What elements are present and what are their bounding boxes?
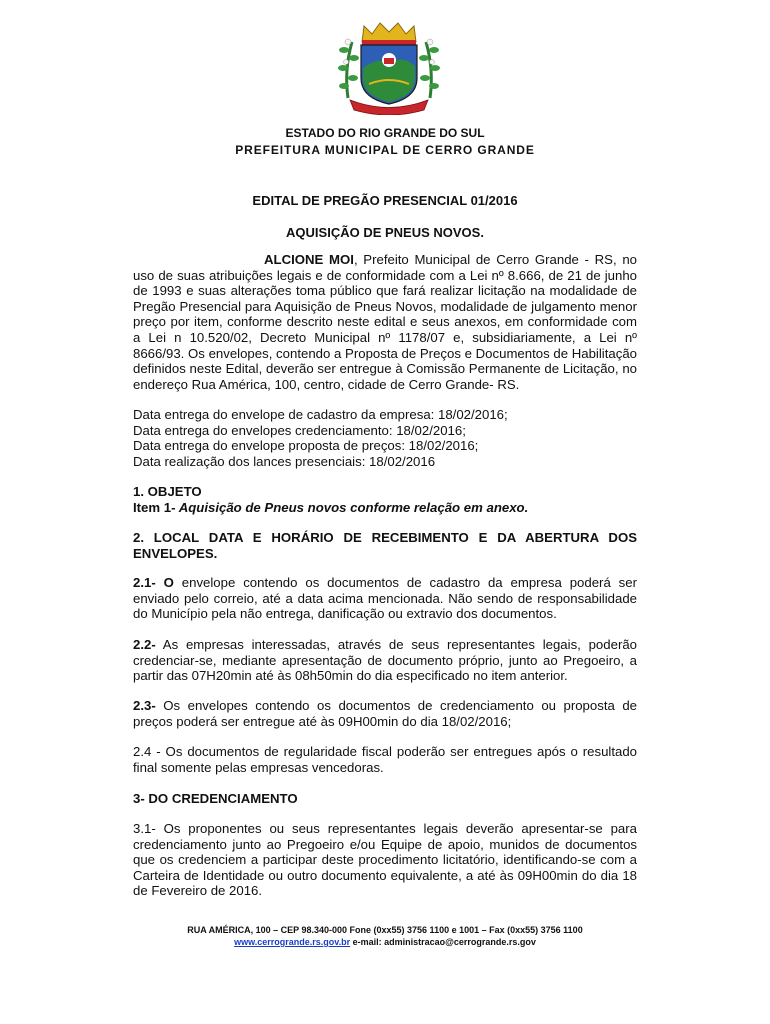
paragraph-text: As empresas interessadas, através de seus representantes legais, poderão credenciar-se, mediante apresentação de documento próprio, junto ao Pregoeiro, a partir das 07H20min até às 08h50min do dia especificado no item anterior. bbox=[133, 637, 637, 684]
paragraph-text: Os envelopes contendo os documentos de credenciamento ou proposta de preços poderá ser entregue até às 09H00min do dia 18/02/2016; bbox=[133, 698, 637, 729]
section-credenciamento bbox=[133, 791, 637, 807]
municipal-coat-of-arms-icon bbox=[334, 20, 444, 115]
mayor-name: ALCIONE MOI bbox=[264, 252, 354, 267]
paragraph-2-4 bbox=[133, 744, 637, 775]
footer-address: RUA AMÉRICA, 100 – CEP 98.340-000 Fone (0xx55) 3756 1100 e 1001 – Fax (0xx55) 3756 1100 bbox=[187, 925, 583, 935]
city-hall-header: PREFEITURA MUNICIPAL DE CERRO GRANDE bbox=[235, 143, 535, 157]
email-text: e-mail: administracao@cerrogrande.rs.gov bbox=[350, 937, 536, 947]
paragraph-2-1 bbox=[133, 575, 637, 622]
paragraph-number: 2.1- O bbox=[133, 575, 174, 590]
intro-paragraph bbox=[133, 252, 637, 392]
section-heading: 2. LOCAL DATA E HORÁRIO DE RECEBIMENTO E DA ABERTURA DOS ENVELOPES. bbox=[133, 530, 637, 561]
paragraph-text: envelope contendo os documentos de cadastro da empresa poderá ser enviado pelo correio, até a data acima mencionada. Não sendo de responsabilidade do Município pela não entrega, danificação ou extravio dos documentos. bbox=[133, 575, 638, 622]
item-label: Item 1 bbox=[133, 499, 172, 515]
item-text: - Aquisição de Pneus novos conforme relação em anexo. bbox=[171, 499, 529, 515]
state-header: ESTADO DO RIO GRANDE DO SUL bbox=[285, 126, 485, 140]
edital-title: EDITAL DE PREGÃO PRESENCIAL 01/2016 bbox=[252, 193, 518, 208]
paragraph-number: 2.2- bbox=[133, 637, 156, 652]
date-line: Data realização dos lances presenciais: 18/02/2016 bbox=[133, 453, 436, 469]
date-line: Data entrega do envelope proposta de preços: 18/02/2016; bbox=[133, 438, 479, 454]
dates-list bbox=[133, 407, 637, 469]
intro-text: , Prefeito Municipal de Cerro Grande - RS, no uso de suas atribuições legais e de conformidade com a Lei nº 8.666, de 21 de junho de 1993 e suas alterações toma público que fará realizar licitação na modalidade de Pregão Presencial para Aquisição de Pneus Novos, modalidade de julgamento menor preço por item, conforme descrito neste edital e seus anexos, em conformidade com a Lei n 10.520/02, Decreto Municipal nº 1178/07 e, subsidiariamente, a Lei nº 8666/93. Os envelopes, contendo a Proposta de Preços e Documentos de Habilitação definidos neste Edital, deverão ser entregue à Comissão Permanente de Licitação, no endereço Rua América, 100, centro, cidade de Cerro Grande- RS. bbox=[133, 252, 637, 392]
date-line: Data entrega do envelope de cadastro da empresa: 18/02/2016; bbox=[133, 407, 508, 422]
footer-contacts bbox=[0, 937, 770, 947]
section-objeto bbox=[133, 484, 637, 515]
section-heading: 1. OBJETO bbox=[133, 484, 202, 499]
paragraph-text: 2.4 - Os documentos de regularidade fiscal poderão ser entregues após o resultado final somente pelas empresas vencedoras. bbox=[133, 744, 637, 775]
edital-subtitle: AQUISIÇÃO DE PNEUS NOVOS. bbox=[286, 225, 484, 240]
section-local-data bbox=[133, 530, 637, 561]
paragraph-number: 2.3- bbox=[133, 698, 156, 713]
paragraph-2-2 bbox=[133, 637, 637, 684]
paragraph-2-3 bbox=[133, 698, 637, 729]
date-line: Data entrega do envelopes credenciamento: 18/02/2016; bbox=[133, 422, 466, 438]
website-link[interactable]: www.cerrogrande.rs.gov.br bbox=[234, 937, 351, 947]
paragraph-text: 3.1- Os proponentes ou seus representantes legais deverão apresentar-se para credenciamento junto ao Pregoeiro e/ou Equipe de apoio, munidos de documentos que os credenciem a participar deste procedimento licitatório, identificando-se com a Carteira de Identidade ou outro documento equivalente, a até às 09H00min do dia 18 de Fevereiro de 2016. bbox=[133, 821, 637, 899]
paragraph-3-1 bbox=[133, 821, 637, 899]
section-heading: 3- DO CREDENCIAMENTO bbox=[133, 791, 298, 806]
